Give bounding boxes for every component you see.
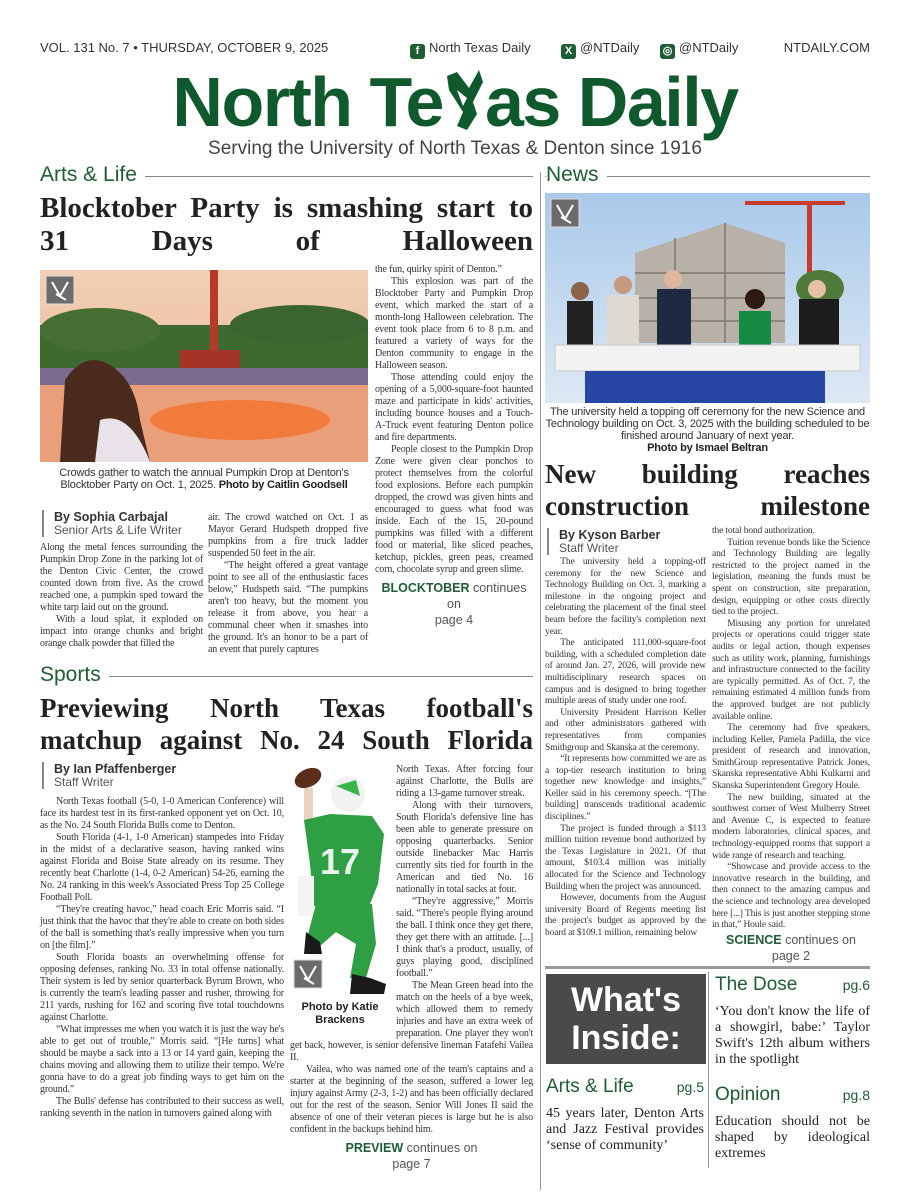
paragraph: the total bond authorization.: [712, 526, 815, 536]
paragraph: The Bulls' defense has contributed to their success as well, ranking seventh in the nation in turnovers gained along with: [40, 1096, 284, 1119]
inside-page: pg.6: [842, 977, 870, 993]
eagle-badge-icon: [551, 199, 579, 227]
inside-item-arts[interactable]: [546, 1076, 704, 1154]
eagle-badge-icon: [294, 960, 322, 988]
column-divider: [540, 172, 541, 1190]
arts-headline[interactable]: Blocktober Party is smashing start to 31 Days of Halloween: [40, 192, 533, 257]
website-link[interactable]: NTDAILY.COM: [783, 40, 870, 55]
issue-info: VOL. 131 No. 7 • THURSDAY, OCTOBER 9, 2025: [40, 40, 329, 55]
inside-page: pg.8: [842, 1087, 870, 1103]
paragraph: University President Harrison Keller and other administrators gathered with representatives from companies Smithgroup and Skanska at the ceremony.: [545, 707, 706, 753]
paragraph: “The height offered a great vantage point to see all of the enthusiastic faces below,” Hudspeth said. “The pumpkins aren't too heavy, but the moment you release it from above, you hear a communal cheer when it smashes into the ground. It's an honor to be a part of an event that purely captures: [208, 560, 368, 655]
sports-headline[interactable]: Previewing North Texas football's matchup against No. 24 South Florida: [40, 693, 533, 755]
logo-text-left: North Te: [172, 63, 443, 141]
inside-section: Arts & Life: [546, 1076, 634, 1097]
sports-column-right: [290, 764, 533, 1172]
paragraph: Misusing any portion for unrelated projects or operations could trigger state audits or legal action, though expenses such as utility work, planning, furnishings and infrastructure connected to the facility are typically permitted. As of Oct. 7, the remaining estimated 4 million funds from the approved budget are not publicly available online.: [712, 618, 870, 722]
pumpkin-drop-photo: [40, 270, 368, 462]
paragraph: North Texas football (5-0, 1-0 American Conference) will face its hardest test in its first-ranked opponent yet on Oct. 10, as the No. 24 South Florida Bulls come to Denton.: [40, 796, 284, 831]
arts-jump-link[interactable]: BLOCKTOBER continues on page 4: [381, 581, 527, 627]
section-label-sports: Sports: [40, 663, 109, 687]
news-byline: [547, 528, 660, 555]
facebook-icon: f: [410, 44, 425, 59]
paragraph: North Texas. After forcing four against Charlotte, the Bulls are riding a 13-game turnover streak.: [396, 764, 533, 799]
instagram-label: @NTDaily: [679, 40, 739, 55]
paragraph: The anticipated 111,000-square-foot building, with a scheduled completion date of around Jan. 27, 2026, will provide new multidisciplinary research spaces on campus and is designed to bring together multiple areas of study under one roof.: [545, 638, 706, 707]
sports-byline: [42, 762, 176, 789]
paragraph: “They're aggressive,” Morris said. “There's people flying around the ball. I think once they get there, they get there with an attitude. [...] I think that's a product, usually, of guys playing good, disciplined football.”: [396, 896, 533, 979]
paragraph: Those attending could enjoy the opening of a 5,000-square-foot haunted maze and participate in kids' activities, including bounce houses and a Touch-A-Truck event featuring Denton police and fire departments.: [375, 372, 533, 443]
news-jump-link[interactable]: SCIENCE continues on page 2: [726, 932, 856, 963]
arts-column-2: [208, 512, 368, 656]
sports-column-left: [40, 796, 284, 1120]
photo-credit: Photo by Caitlin Goodsell: [218, 479, 348, 491]
paragraph: the fun, quirky spirit of Denton.”: [375, 264, 502, 275]
inside-title-1: What's: [570, 981, 682, 1019]
paragraph: With a loud splat, it exploded on impact into orange chunks and bright orange chalk powder that filled the: [40, 614, 203, 649]
inside-page: pg.5: [676, 1079, 704, 1095]
paragraph: However, documents from the August university Board of Regents meeting list the project's budget as approved by the board at $109.1 million, remaining below: [545, 893, 706, 938]
paragraph: “What impresses me when you watch it is just the way he's able to get out of trouble,” Morris said. “[He turns] what should be maybe a sack into a 13 or 14 yard gain, keeping the chains moving and allowing them to utilize their tempo. We're gonna have to do a great job finding ways to get him on the ground.”: [40, 1024, 284, 1095]
inside-headline: 45 years later, Denton Arts and Jazz Festival provides ‘sense of community’: [546, 1106, 704, 1153]
paragraph: Tuition revenue bonds like the Science and Technology Building are legally restricted to the project named in the legislation, meaning the funds must be spent on construction, site preparation, design, equipping or other costs directly tied to the project.: [712, 537, 870, 618]
logo-text-right: as Daily: [484, 63, 738, 141]
inside-section: The Dose: [715, 974, 798, 995]
facebook-label: North Texas Daily: [429, 40, 531, 55]
paragraph: “They're creating havoc,” head coach Eric Morris said. “I just think that the havoc that they're able to create on both sides of the ball is something that's really impressive when you turn on [the film].”: [40, 904, 284, 951]
inside-item-dose[interactable]: [715, 974, 870, 1068]
construction-ceremony-photo: [545, 193, 870, 403]
paragraph: Along the metal fences surrounding the Pumpkin Drop Zone in the parking lot of the Denton Civic Center, the crowd counted down from five. As the crowd reached one, a pumpkin sped toward the white tarp laid out on the ground.: [40, 542, 203, 613]
paragraph: The new building, situated at the southwest corner of West Mulberry Street and Avenue C, is expected to feature modern laboratories, clinical spaces, and technology-equipped rooms that support a wide range of research and teaching.: [712, 792, 870, 861]
inside-title-2: Inside:: [571, 1019, 681, 1057]
x-label: @NTDaily: [580, 40, 640, 55]
football-player-photo: [290, 764, 390, 996]
paragraph: “Showcase and provide access to the innovative research in the building, and then connect to the amazing campus and the science and technology area developed here [...] This is just another stepping stone in that,” Houle said.: [712, 862, 870, 931]
paragraph: The university held a topping-off ceremony for the new Science and Technology Building on Oct. 3, marking a milestone in the ongoing project and celebrating the placement of the final steel beam before the facility's completion next year.: [545, 557, 706, 637]
author-name: By Kyson Barber: [559, 528, 661, 542]
news-photo-caption: The university held a topping off ceremony for the new Science and Technology building on Oct. 3, 2025 with the building scheduled to be finished around January of next year. Photo by Ismael Beltran: [545, 406, 870, 454]
masthead-topbar: [40, 40, 870, 58]
inside-item-opinion[interactable]: [715, 1084, 870, 1162]
x-icon: X: [561, 44, 576, 59]
photo-credit: Photo by Ismael Beltran: [647, 442, 768, 454]
inside-divider: [708, 972, 709, 1168]
paragraph: Vailea, who was named one of the team's captains and a starter at the beginning of the season, suffered a lower leg injury against Army (2-3, 1-2) and has been officially declared out for the rest of the season. Senior Will Jones II said the absence of one of their veteran pieces is large but he is also confident in the backups behind him.: [290, 1064, 533, 1135]
paragraph: “It represents how committed we are as a top-tier research institution to bring together new knowledge and insights,” Keller said in his ceremony speech. “[The building] transcends traditional academic disciplines.”: [545, 754, 706, 823]
paragraph: People closest to the Pumpkin Drop Zone were given clear ponchos to protect themselves from the colorful food explosions. Before each pumpkin dropped, the crowd was given hints and encouraged to guess what food was inside. Each of the 15, 20-pound pumpkins was filled with a different food or material, like sliced peaches, ketchup, pickles, green peas, creamed corn, chocolate syrup and green slime.: [375, 444, 533, 575]
football-player-figure: [290, 764, 390, 1027]
section-label-news: News: [546, 163, 607, 187]
x-link[interactable]: [561, 40, 639, 59]
arts-column-3: [375, 264, 533, 628]
facebook-link[interactable]: [410, 40, 531, 59]
news-headline[interactable]: New building reaches construction milestone: [545, 459, 870, 521]
paragraph: South Florida boasts an overwhelming offense for opposing defenses, ranking No. 33 in total offense nationally. Their system is led by senior quarterback Byrum Brown, who is currently the team's leading passer and rusher, throwing for 211 yards, rushing for 162 and scoring five total touchdowns against Charlotte.: [40, 952, 284, 1023]
news-column-2: [712, 526, 870, 964]
paragraph: air. The crowd watched on Oct. 1 as Mayor Gerard Hudspeth dropped five pumpkins from a fire truck ladder suspended 50 feet in the air.: [208, 512, 368, 559]
tagline: Serving the University of North Texas & Denton since 1916: [208, 138, 702, 159]
sports-jump-link[interactable]: PREVIEW continues on page 7: [345, 1141, 478, 1171]
svg-text:17: 17: [320, 841, 361, 882]
author-role: Senior Arts & Life Writer: [54, 523, 182, 537]
paragraph: The ceremony had five speakers, including Keller, Pamela Padilla, the vice president of research and innovation, SmithGroup representative Patrick Jones, Skanska representative Abhi Kulkarni and Skanska Superintendent Gregory Houle.: [712, 723, 870, 792]
section-label-arts: Arts & Life: [40, 163, 145, 187]
paragraph: The Mean Green head into the match on the heels of a bye week, which allowed them to remedy injuries and have an extra week of preparation. One player they won't get back, however, is senior defensive lineman Fatafehi Vailea II.: [290, 980, 533, 1063]
author-name: By Sophia Carbajal: [54, 510, 168, 524]
section-rule: [40, 676, 533, 677]
arts-column-1: [40, 542, 203, 650]
news-column-1: [545, 557, 706, 940]
paragraph: South Florida (4-1, 1-0 American) stampedes into Friday in the midst of a declarative season, having ranked wins against Florida and Boise State already on its resume. They recently beat Charlotte (1-4, 0-2 American) 54-26, earning the No. 24 ranking in this week's Associated Press Top 25 College Football Poll.: [40, 832, 284, 903]
arts-photo-caption: Crowds gather to watch the annual Pumpkin Drop at Denton's Blocktober Party on Oct. 1, 2025. Photo by Caitlin Goodsell: [59, 467, 349, 491]
paragraph: The project is funded through a $113 million tuition revenue bond authorized by the Texas Legislature in 2021. Of that amount, $103.4 million was initially allocated for the Science and Technology Building when the project was announced.: [545, 823, 706, 892]
author-role: Staff Writer: [54, 775, 114, 789]
whats-inside-box: [546, 974, 706, 1064]
author-role: Staff Writer: [559, 541, 619, 555]
inside-rule: [545, 966, 870, 969]
inside-headline: ‘You don't know the life of a showgirl, babe:’ Taylor Swift's 12th album withers in the spotlight: [715, 1004, 870, 1067]
eagle-badge-icon: [46, 276, 74, 304]
newspaper-logo: [0, 62, 910, 142]
instagram-icon: ◎: [660, 44, 675, 59]
paragraph: Along with their turnovers, South Florida's defensive line has been able to generate pressure on opposing quarterbacks. Senior outside linebacker Mac Harris currently sits tied for fourth in the American and tied No. 16 nationally in total sacks at four.: [396, 800, 533, 895]
instagram-link[interactable]: [660, 40, 738, 59]
author-name: By Ian Pfaffenberger: [54, 762, 177, 776]
eagle-logo-icon: [443, 68, 485, 134]
inside-section: Opinion: [715, 1084, 781, 1105]
paragraph: This explosion was part of the Blocktober Party and Pumpkin Drop event, which marked the start of a month-long Halloween celebration. The event took place from 6 to 8 p.m. and featured a variety of ways for the Denton community to engage in the Halloween season.: [375, 276, 533, 371]
sports-photo-credit: Photo by Katie Brackens: [301, 1001, 379, 1026]
inside-headline: Education should not be shaped by ideological extremes: [715, 1114, 870, 1161]
arts-byline: [42, 510, 182, 537]
